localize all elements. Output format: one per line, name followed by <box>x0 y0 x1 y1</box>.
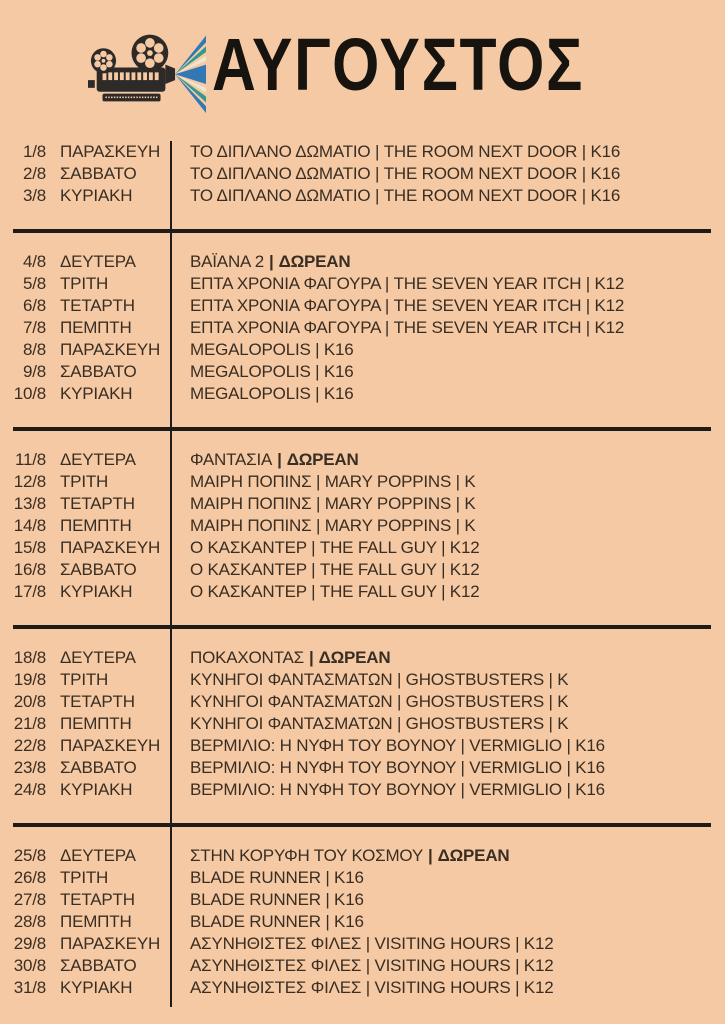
date-cell: 6/8 <box>22 296 46 315</box>
date-cell: 13/8 <box>13 494 46 513</box>
movie-cell <box>190 955 553 977</box>
movie-title: ΑΣΥΝΗΘΙΣΤΕΣ ΦΙΛΕΣ | VISITING HOURS | K12 <box>190 956 554 975</box>
movie-title: ΚΥΝΗΓΟΙ ΦΑΝΤΑΣΜΑΤΩΝ | GHOSTBUSTERS | K <box>190 714 569 733</box>
movie-title: ΑΣΥΝΗΘΙΣΤΕΣ ΦΙΛΕΣ | VISITING HOURS | K12 <box>190 934 554 953</box>
date-cell: 28/8 <box>13 912 46 931</box>
day-cell: ΚΥΡΙΑΚΗ <box>60 978 133 997</box>
schedule-blocks <box>0 141 725 999</box>
day-cell: ΠΑΡΑΣΚΕΥΗ <box>60 736 161 755</box>
table-row <box>0 713 725 735</box>
free-badge: ΔΩΡΕΑΝ <box>318 648 391 667</box>
date-cell: 1/8 <box>22 142 46 161</box>
movie-title: Ο ΚΑΣΚΑΝΤΕΡ | THE FALL GUY | K12 <box>190 582 480 601</box>
movie-title: ΤΟ ΔΙΠΛΑΝΟ ΔΩΜΑΤΙΟ | THE ROOM NEXT DOOR | K16 <box>190 186 621 205</box>
table-row <box>0 339 725 361</box>
table-row <box>0 559 725 581</box>
movie-cell <box>190 515 476 537</box>
day-cell: ΣΑΒΒΑΤΟ <box>60 956 137 975</box>
day-cell: ΤΡΙΤΗ <box>60 472 109 491</box>
date-cell: 5/8 <box>22 274 46 293</box>
week-divider <box>13 823 711 827</box>
day-cell: ΔΕΥΤΕΡΑ <box>60 648 136 667</box>
movie-title: ΜΑΙΡΗ ΠΟΠΙΝΣ | MARY POPPINS | K <box>190 494 476 513</box>
movie-cell <box>190 295 624 317</box>
day-cell: ΣΑΒΒΑΤΟ <box>60 164 137 183</box>
movie-title: BLADE RUNNER | K16 <box>190 868 364 887</box>
movie-cell <box>190 361 354 383</box>
movie-cell <box>190 493 476 515</box>
light-beams <box>175 36 206 113</box>
day-cell: ΠΕΜΠΤΗ <box>60 912 132 931</box>
movie-cell <box>190 141 620 163</box>
day-cell: ΤΡΙΤΗ <box>60 868 109 887</box>
date-cell: 18/8 <box>13 648 46 667</box>
movie-cell <box>190 735 605 757</box>
movie-title: ΕΠΤΑ ΧΡΟΝΙΑ ΦΑΓΟΥΡΑ | THE SEVEN YEAR ITCH | K12 <box>190 296 625 315</box>
free-separator: | <box>277 450 282 469</box>
table-row <box>0 757 725 779</box>
date-cell: 24/8 <box>13 780 46 799</box>
day-cell: ΔΕΥΤΕΡΑ <box>60 846 136 865</box>
date-cell: 29/8 <box>13 934 46 953</box>
movie-title: ΤΟ ΔΙΠΛΑΝΟ ΔΩΜΑΤΙΟ | THE ROOM NEXT DOOR | K16 <box>190 142 621 161</box>
movie-title: MEGALOPOLIS | K16 <box>190 384 354 403</box>
movie-cell <box>190 339 354 361</box>
free-badge: ΔΩΡΕΑΝ <box>286 450 359 469</box>
movie-title: ΕΠΤΑ ΧΡΟΝΙΑ ΦΑΓΟΥΡΑ | THE SEVEN YEAR ITCH | K12 <box>190 318 625 337</box>
date-cell: 21/8 <box>13 714 46 733</box>
movie-title: ΤΟ ΔΙΠΛΑΝΟ ΔΩΜΑΤΙΟ | THE ROOM NEXT DOOR | K16 <box>190 164 621 183</box>
day-cell: ΣΑΒΒΑΤΟ <box>60 758 137 777</box>
table-row <box>0 141 725 163</box>
movie-cell <box>190 471 476 493</box>
movie-title: ΜΑΙΡΗ ΠΟΠΙΝΣ | MARY POPPINS | K <box>190 472 476 491</box>
date-cell: 7/8 <box>22 318 46 337</box>
date-cell: 4/8 <box>22 252 46 271</box>
day-cell: ΚΥΡΙΑΚΗ <box>60 186 133 205</box>
day-cell: ΠΑΡΑΣΚΕΥΗ <box>60 538 161 557</box>
movie-cell <box>190 977 553 999</box>
free-badge: ΔΩΡΕΑΝ <box>437 846 510 865</box>
day-cell: ΤΕΤΑΡΤΗ <box>60 890 135 909</box>
table-row <box>0 647 725 669</box>
date-cell: 8/8 <box>22 340 46 359</box>
movie-cell <box>190 537 479 559</box>
week-block <box>0 647 725 801</box>
movie-cell <box>190 933 553 955</box>
date-cell: 11/8 <box>14 450 46 469</box>
movie-title: ΦΑΝΤΑΣΙΑ <box>190 450 273 469</box>
movie-cell <box>190 691 568 713</box>
day-cell: ΠΑΡΑΣΚΕΥΗ <box>60 340 161 359</box>
movie-title: BLADE RUNNER | K16 <box>190 890 364 909</box>
week-divider <box>13 427 711 431</box>
table-row <box>0 449 725 471</box>
day-cell: ΠΑΡΑΣΚΕΥΗ <box>60 142 161 161</box>
movie-title: MEGALOPOLIS | K16 <box>190 362 354 381</box>
movie-cell <box>190 889 364 911</box>
table-row <box>0 779 725 801</box>
table-row <box>0 735 725 757</box>
movie-title: BLADE RUNNER | K16 <box>190 912 364 931</box>
table-row <box>0 845 725 867</box>
movie-title: ΒΕΡΜΙΛΙΟ: Η ΝΥΦΗ ΤΟΥ ΒΟΥΝΟΥ | VERMIGLIO | K16 <box>190 736 605 755</box>
movie-cell <box>190 185 620 207</box>
movie-cell <box>190 713 568 735</box>
table-row <box>0 383 725 405</box>
table-row <box>0 889 725 911</box>
day-cell: ΤΡΙΤΗ <box>60 274 109 293</box>
date-cell: 9/8 <box>22 362 46 381</box>
movie-title: ΒΕΡΜΙΛΙΟ: Η ΝΥΦΗ ΤΟΥ ΒΟΥΝΟΥ | VERMIGLIO | K16 <box>190 758 605 777</box>
table-row <box>0 955 725 977</box>
movie-title: MEGALOPOLIS | K16 <box>190 340 354 359</box>
table-row <box>0 295 725 317</box>
film-reel-large <box>132 35 169 72</box>
day-cell: ΣΑΒΒΑΤΟ <box>60 362 137 381</box>
day-cell: ΚΥΡΙΑΚΗ <box>60 384 133 403</box>
table-row <box>0 317 725 339</box>
movie-cell <box>190 779 605 801</box>
week-block <box>0 449 725 603</box>
date-cell: 15/8 <box>13 538 46 557</box>
free-badge: ΔΩΡΕΑΝ <box>278 252 351 271</box>
week-block <box>0 141 725 207</box>
date-cell: 27/8 <box>13 890 46 909</box>
table-row <box>0 251 725 273</box>
day-cell: ΔΕΥΤΕΡΑ <box>60 450 136 469</box>
date-cell: 20/8 <box>13 692 46 711</box>
movie-title: ΑΣΥΝΗΘΙΣΤΕΣ ΦΙΛΕΣ | VISITING HOURS | K12 <box>190 978 554 997</box>
table-row <box>0 537 725 559</box>
table-row <box>0 361 725 383</box>
movie-title: ΚΥΝΗΓΟΙ ΦΑΝΤΑΣΜΑΤΩΝ | GHOSTBUSTERS | K <box>190 670 569 689</box>
date-cell: 22/8 <box>13 736 46 755</box>
movie-title: ΠΟΚΑΧΟΝΤΑΣ <box>190 648 304 667</box>
day-cell: ΠΕΜΠΤΗ <box>60 318 132 337</box>
date-cell: 30/8 <box>13 956 46 975</box>
week-block <box>0 845 725 999</box>
table-row <box>0 581 725 603</box>
day-cell: ΔΕΥΤΕΡΑ <box>60 252 136 271</box>
day-cell: ΠΕΜΠΤΗ <box>60 516 132 535</box>
movie-cell <box>190 867 364 889</box>
table-row <box>0 471 725 493</box>
day-cell: ΚΥΡΙΑΚΗ <box>60 780 133 799</box>
week-divider <box>13 625 711 629</box>
movie-title: Ο ΚΑΣΚΑΝΤΕΡ | THE FALL GUY | K12 <box>190 560 480 579</box>
knob <box>88 80 95 88</box>
movie-cell <box>190 317 624 339</box>
movie-title: ΒΕΡΜΙΛΙΟ: Η ΝΥΦΗ ΤΟΥ ΒΟΥΝΟΥ | VERMIGLIO | K16 <box>190 780 605 799</box>
date-cell: 10/8 <box>13 384 46 403</box>
date-cell: 3/8 <box>22 186 46 205</box>
day-cell: ΠΑΡΑΣΚΕΥΗ <box>60 934 161 953</box>
movie-cell <box>190 647 390 669</box>
movie-cell <box>190 449 359 471</box>
movie-cell <box>190 669 568 691</box>
movie-cell <box>190 581 479 603</box>
date-cell: 19/8 <box>13 670 46 689</box>
date-cell: 23/8 <box>13 758 46 777</box>
day-cell: ΤΡΙΤΗ <box>60 670 109 689</box>
table-row <box>0 867 725 889</box>
film-reel-small <box>91 48 116 73</box>
free-separator: | <box>269 252 274 271</box>
date-cell: 31/8 <box>13 978 46 997</box>
date-cell: 25/8 <box>13 846 46 865</box>
free-separator: | <box>428 846 433 865</box>
table-row <box>0 911 725 933</box>
table-row <box>0 933 725 955</box>
week-divider <box>13 229 711 233</box>
table-row <box>0 515 725 537</box>
week-block <box>0 251 725 405</box>
movie-cell <box>190 273 624 295</box>
movie-cell <box>190 911 364 933</box>
lens-cone <box>165 65 175 84</box>
table-row <box>0 185 725 207</box>
day-cell: ΚΥΡΙΑΚΗ <box>60 582 133 601</box>
movie-cell <box>190 251 350 273</box>
movie-title: ΣΤΗΝ ΚΟΡΥΦΗ ΤΟΥ ΚΟΣΜΟΥ <box>190 846 424 865</box>
day-cell: ΤΕΤΑΡΤΗ <box>60 296 135 315</box>
free-separator: | <box>309 648 314 667</box>
table-row <box>0 493 725 515</box>
date-cell: 2/8 <box>22 164 46 183</box>
table-row <box>0 691 725 713</box>
date-cell: 17/8 <box>13 582 46 601</box>
date-cell: 14/8 <box>13 516 46 535</box>
movie-cell <box>190 559 479 581</box>
date-cell: 12/8 <box>13 472 46 491</box>
table-row <box>0 273 725 295</box>
movie-title: Ο ΚΑΣΚΑΝΤΕΡ | THE FALL GUY | K12 <box>190 538 480 557</box>
movie-cell <box>190 383 354 405</box>
page-title: ΑΥΓΟΥΣΤΟΣ <box>212 23 584 106</box>
movie-title: ΜΑΙΡΗ ΠΟΠΙΝΣ | MARY POPPINS | K <box>190 516 476 535</box>
movie-cell <box>190 757 605 779</box>
movie-cell <box>190 163 620 185</box>
date-cell: 16/8 <box>13 560 46 579</box>
table-row <box>0 669 725 691</box>
movie-title: ΕΠΤΑ ΧΡΟΝΙΑ ΦΑΓΟΥΡΑ | THE SEVEN YEAR ITCH | K12 <box>190 274 625 293</box>
movie-cell <box>190 845 509 867</box>
movie-title: ΒΑΪΑΝΑ 2 <box>190 252 264 271</box>
day-cell: ΣΑΒΒΑΤΟ <box>60 560 137 579</box>
table-row <box>0 977 725 999</box>
day-cell: ΠΕΜΠΤΗ <box>60 714 132 733</box>
day-cell: ΤΕΤΑΡΤΗ <box>60 692 135 711</box>
movie-title: ΚΥΝΗΓΟΙ ΦΑΝΤΑΣΜΑΤΩΝ | GHOSTBUSTERS | K <box>190 692 569 711</box>
table-row <box>0 163 725 185</box>
film-projector-icon <box>88 24 206 113</box>
date-cell: 26/8 <box>13 868 46 887</box>
day-cell: ΤΕΤΑΡΤΗ <box>60 494 135 513</box>
